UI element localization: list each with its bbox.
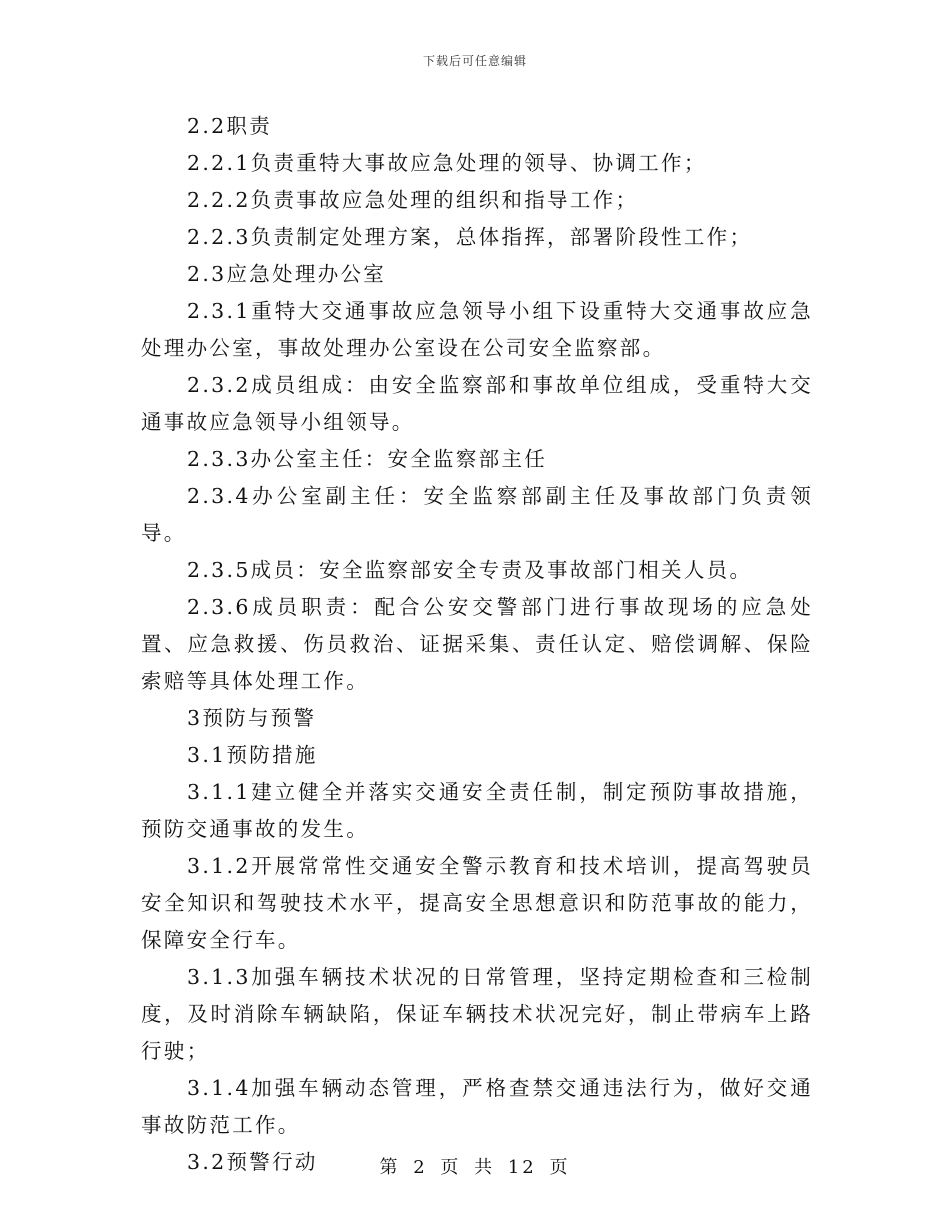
paragraph-3-1-2: 3.1.2开展常常性交通安全警示教育和技术培训，提高驾驶员安全知识和驾驶技术水平，提高安全思想意识和防范事故的能力，保障安全行车。 [141, 854, 813, 952]
paragraph-3-1-4: 3.1.4加强车辆动态管理，严格查禁交通违法行为，做好交通事故防范工作。 [141, 1076, 813, 1137]
paragraph-2-3-5: 2.3.5成员：安全监察部安全专责及事故部门相关人员。 [187, 558, 753, 582]
document-body [141, 108, 813, 1181]
section-heading-3: 3预防与预警 [187, 706, 317, 730]
paragraph-2-3-6: 2.3.6成员职责：配合公安交警部门进行事故现场的应急处置、应急救援、伤员救治、证据采集、责任认定、赔偿调解、保险索赔等具体处理工作。 [141, 595, 813, 693]
paragraph-2-2-1: 2.2.1负责重特大事故应急处理的领导、协调工作； [187, 151, 707, 175]
section-heading-3-1: 3.1预防措施 [187, 743, 318, 767]
paragraph-2-2-2: 2.2.2负责事故应急处理的组织和指导工作； [187, 188, 639, 212]
paragraph-2-2-3: 2.2.3负责制定处理方案，总体指挥，部署阶段性工作； [187, 225, 753, 249]
page-header: 下载后可任意编辑 [422, 54, 527, 68]
paragraph-3-1-3: 3.1.3加强车辆技术状况的日常管理，坚持定期检查和三检制度，及时消除车辆缺陷，保证车辆技术状况完好，制止带病车上路行驶； [141, 965, 813, 1063]
paragraph-2-3-1: 2.3.1重特大交通事故应急领导小组下设重特大交通事故应急处理办公室，事故处理办公室设在公司安全监察部。 [141, 299, 813, 360]
section-heading-2-2: 2.2职责 [187, 114, 273, 138]
paragraph-2-3-2: 2.3.2成员组成：由安全监察部和事故单位组成，受重特大交通事故应急领导小组领导。 [141, 373, 813, 434]
page-number-footer: 第 2 页 共 12 页 [379, 1157, 571, 1178]
section-heading-3-2: 3.2预警行动 [187, 1150, 318, 1174]
paragraph-2-3-3: 2.3.3办公室主任：安全监察部主任 [187, 447, 548, 471]
section-heading-2-3: 2.3应急处理办公室 [187, 262, 387, 286]
paragraph-3-1-1: 3.1.1建立健全并落实交通安全责任制，制定预防事故措施，预防交通事故的发生。 [141, 780, 813, 841]
paragraph-2-3-4: 2.3.4办公室副主任：安全监察部副主任及事故部门负责领导。 [141, 484, 813, 545]
